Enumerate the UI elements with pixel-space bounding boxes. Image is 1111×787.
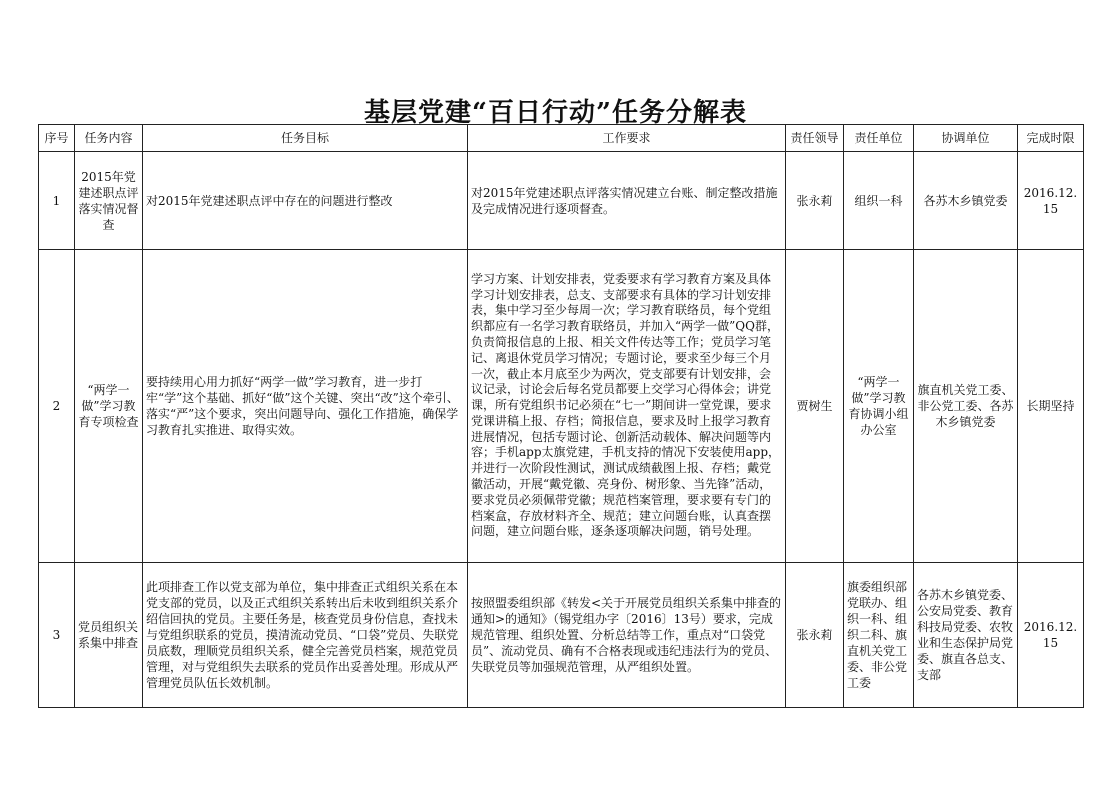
header-content: 任务内容 [75, 125, 143, 152]
cell-requirement: 对2015年党建述职点评落实情况建立台账、制定整改措施及完成情况进行逐项督查。 [468, 152, 786, 250]
cell-leader: 张永莉 [786, 563, 844, 708]
cell-coordinator: 各苏木乡镇党委 [914, 152, 1018, 250]
cell-unit: “两学一做”学习教育协调小组办公室 [844, 250, 914, 563]
cell-leader: 贾树生 [786, 250, 844, 563]
header-leader: 责任领导 [786, 125, 844, 152]
cell-content: “两学一做”学习教育专项检查 [75, 250, 143, 563]
header-goal: 任务目标 [143, 125, 468, 152]
table-row [39, 152, 1084, 250]
cell-no: 2 [39, 250, 75, 563]
cell-goal: 对2015年党建述职点评中存在的问题进行整改 [143, 152, 468, 250]
cell-goal: 此项排查工作以党支部为单位，集中排查正式组织关系在本党支部的党员，以及正式组织关系转出后未收到组织关系介绍信回执的党员。主要任务是，核查党员身份信息，查找未与党组织联系的党员，摸清流动党员、“口袋”党员、失联党员底数，理顺党员组织关系，健全完善党员档案，规范党员管理，对与党组织失去联系的党员作出妥善处理。形成从严管理党员队伍长效机制。 [143, 563, 468, 708]
cell-deadline: 长期坚持 [1018, 250, 1084, 563]
cell-requirement: 按照盟委组织部《转发<关于开展党员组织关系集中排查的通知>的通知》（锡党组办字〔2016〕13号）要求，完成规范管理、组织处置、分析总结等工作，重点对“口袋党员”、流动党员、确有不合格表现或违纪违法行为的党员、失联党员等加强规范管理，从严组织处置。 [468, 563, 786, 708]
cell-no: 1 [39, 152, 75, 250]
table-row [39, 250, 1084, 563]
cell-coordinator: 旗直机关党工委、非公党工委、各苏木乡镇党委 [914, 250, 1018, 563]
cell-unit: 组织一科 [844, 152, 914, 250]
cell-leader: 张永莉 [786, 152, 844, 250]
cell-no: 3 [39, 563, 75, 708]
cell-content: 党员组织关系集中排查 [75, 563, 143, 708]
cell-goal: 要持续用心用力抓好“两学一做”学习教育，进一步打牢“学”这个基础、抓好“做”这个关键、突出“改”这个牵引、落实“严”这个要求，突出问题导向、强化工作措施，确保学习教育扎实推进、取得实效。 [143, 250, 468, 563]
cell-deadline: 2016.12.15 [1018, 563, 1084, 708]
cell-unit: 旗委组织部党联办、组织一科、组织二科、旗直机关党工委、非公党工委 [844, 563, 914, 708]
task-table [38, 124, 1084, 708]
page-title: 基层党建“百日行动”任务分解表 [364, 98, 747, 128]
header-no: 序号 [39, 125, 75, 152]
cell-content: 2015年党建述职点评落实情况督查 [75, 152, 143, 250]
cell-requirement: 学习方案、计划安排表，党委要求有学习教育方案及具体学习计划安排表，总支、支部要求有具体的学习计划安排表，集中学习至少每周一次；学习教育联络员，每个党组织都应有一名学习教育联络员，并加入“两学一做”QQ群，负责简报信息的上报、相关文件传达等工作；党员学习笔记、离退休党员学习情况；专题讨论，要求至少每三个月一次，截止本月底至少为两次，党支部要有计划安排，会议记录，讨论会后每名党员都要上交学习心得体会；讲党课，所有党组织书记必须在“七一”期间讲一堂党课，要求党课讲稿上报、存档；简报信息，要求及时上报学习教育进展情况，包括专题讨论、创新活动载体、解决问题等内容；手机app太旗党建，手机支持的情况下安装使用app，并进行一次阶段性测试，测试成绩截图上报、存档；戴党徽活动，开展“戴党徽、亮身份、树形象、当先锋”活动，要求党员必须佩带党徽；规范档案管理，要求要有专门的档案盒，存放材料齐全、规范；建立问题台账，认真查摆问题，建立问题台账，逐条逐项解决问题，销号处理。 [468, 250, 786, 563]
header-row [39, 125, 1084, 152]
header-requirement: 工作要求 [468, 125, 786, 152]
table-row [39, 563, 1084, 708]
header-coordinator: 协调单位 [914, 125, 1018, 152]
cell-coordinator: 各苏木乡镇党委、公安局党委、教育科技局党委、农牧业和生态保护局党委、旗直各总支、支部 [914, 563, 1018, 708]
cell-deadline: 2016.12.15 [1018, 152, 1084, 250]
header-unit: 责任单位 [844, 125, 914, 152]
header-deadline: 完成时限 [1018, 125, 1084, 152]
